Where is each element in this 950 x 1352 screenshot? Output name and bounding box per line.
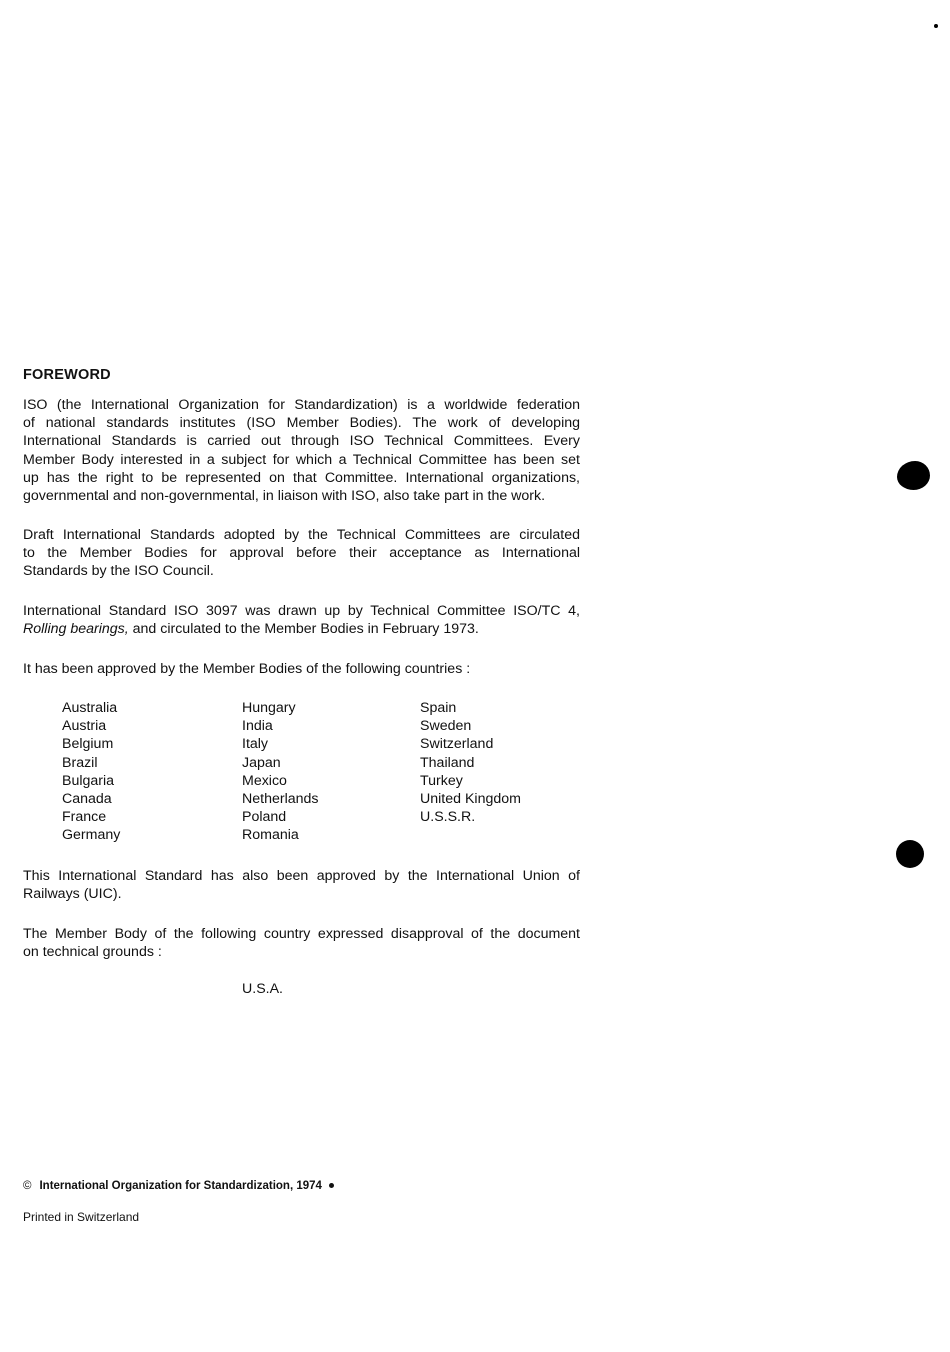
text-line: The Member Body of the following country expressed disapproval of the document xyxy=(23,926,580,942)
country-item: Switzerland xyxy=(420,736,494,753)
text-line: up has the right to be represented on that Committee. International organizations, xyxy=(23,469,580,486)
foreword-heading: FOREWORD xyxy=(23,367,111,383)
paragraph-approval-intro xyxy=(23,660,580,678)
punch-hole-mark-lower xyxy=(896,840,924,868)
country-item: Mexico xyxy=(242,772,287,789)
text-line: Draft International Standards adopted by the Technical Committees are circulated xyxy=(23,527,580,543)
punch-hole-mark-upper xyxy=(897,461,930,490)
paragraph-disapproval xyxy=(23,925,580,961)
country-item: India xyxy=(242,718,273,735)
paragraph-uic-approval xyxy=(23,867,580,903)
country-item: Thailand xyxy=(420,754,475,771)
paragraph-draft-standards xyxy=(23,526,580,581)
country-item: United Kingdom xyxy=(420,791,521,808)
country-item: Romania xyxy=(242,827,299,844)
text-line: ISO (the International Organization for Standardization) is a worldwide federation xyxy=(23,397,580,413)
countries-column-1 xyxy=(62,699,120,845)
country-item: Sweden xyxy=(420,718,472,735)
country-item: Poland xyxy=(242,809,287,826)
printed-location: Printed in Switzerland xyxy=(23,1210,140,1224)
text-line: to the Member Bodies for approval before their acceptance as International xyxy=(23,545,580,562)
country-item: Spain xyxy=(420,700,457,716)
text-line: It has been approved by the Member Bodies of the following countries : xyxy=(23,661,471,677)
country-item: Brazil xyxy=(62,754,98,771)
committee-title: Rolling bearings, xyxy=(23,621,129,638)
copyright-text: International Organization for Standardization, 1974 xyxy=(39,1180,322,1192)
countries-column-2 xyxy=(242,699,319,845)
text-line xyxy=(23,620,580,638)
paragraph-iso-3097 xyxy=(23,602,580,638)
copyright-icon: © xyxy=(23,1180,32,1192)
country-item: Austria xyxy=(62,718,107,735)
text-fragment: and circulated to the Member Bodies in February 1973. xyxy=(128,621,479,638)
country-item: Turkey xyxy=(420,772,463,789)
country-item: U.S.S.R. xyxy=(420,809,476,826)
text-line: Standards by the ISO Council. xyxy=(23,563,214,580)
countries-column-3 xyxy=(420,699,521,826)
country-item: Bulgaria xyxy=(62,772,115,789)
paragraph-iso-intro xyxy=(23,396,580,505)
country-item: Germany xyxy=(62,827,121,844)
text-line: This International Standard has also been approved by the International Union of xyxy=(23,868,580,884)
scan-speck xyxy=(934,24,938,28)
country-item: France xyxy=(62,809,107,826)
copyright-notice xyxy=(23,1180,334,1192)
text-line: of national standards institutes (ISO Member Bodies). The work of developing xyxy=(23,415,580,432)
country-item: Japan xyxy=(242,754,281,771)
approving-countries-list xyxy=(62,699,582,849)
country-item: Hungary xyxy=(242,700,296,716)
text-line: on technical grounds : xyxy=(23,944,162,961)
text-line: governmental and non-governmental, in liaison with ISO, also take part in the work. xyxy=(23,488,546,505)
bullet-icon xyxy=(329,1183,334,1188)
country-item: Canada xyxy=(62,791,112,808)
country-item: Italy xyxy=(242,736,269,753)
text-line: International Standards is carried out through ISO Technical Committees. Every xyxy=(23,433,580,450)
country-item: Australia xyxy=(62,700,118,716)
country-item: Belgium xyxy=(62,736,114,753)
text-line: Railways (UIC). xyxy=(23,886,122,903)
text-line: International Standard ISO 3097 was drawn up by Technical Committee ISO/TC 4, xyxy=(23,603,580,619)
country-item: Netherlands xyxy=(242,791,319,808)
disapproving-country: U.S.A. xyxy=(242,981,283,997)
text-line: Member Body interested in a subject for which a Technical Committee has been set xyxy=(23,451,580,468)
